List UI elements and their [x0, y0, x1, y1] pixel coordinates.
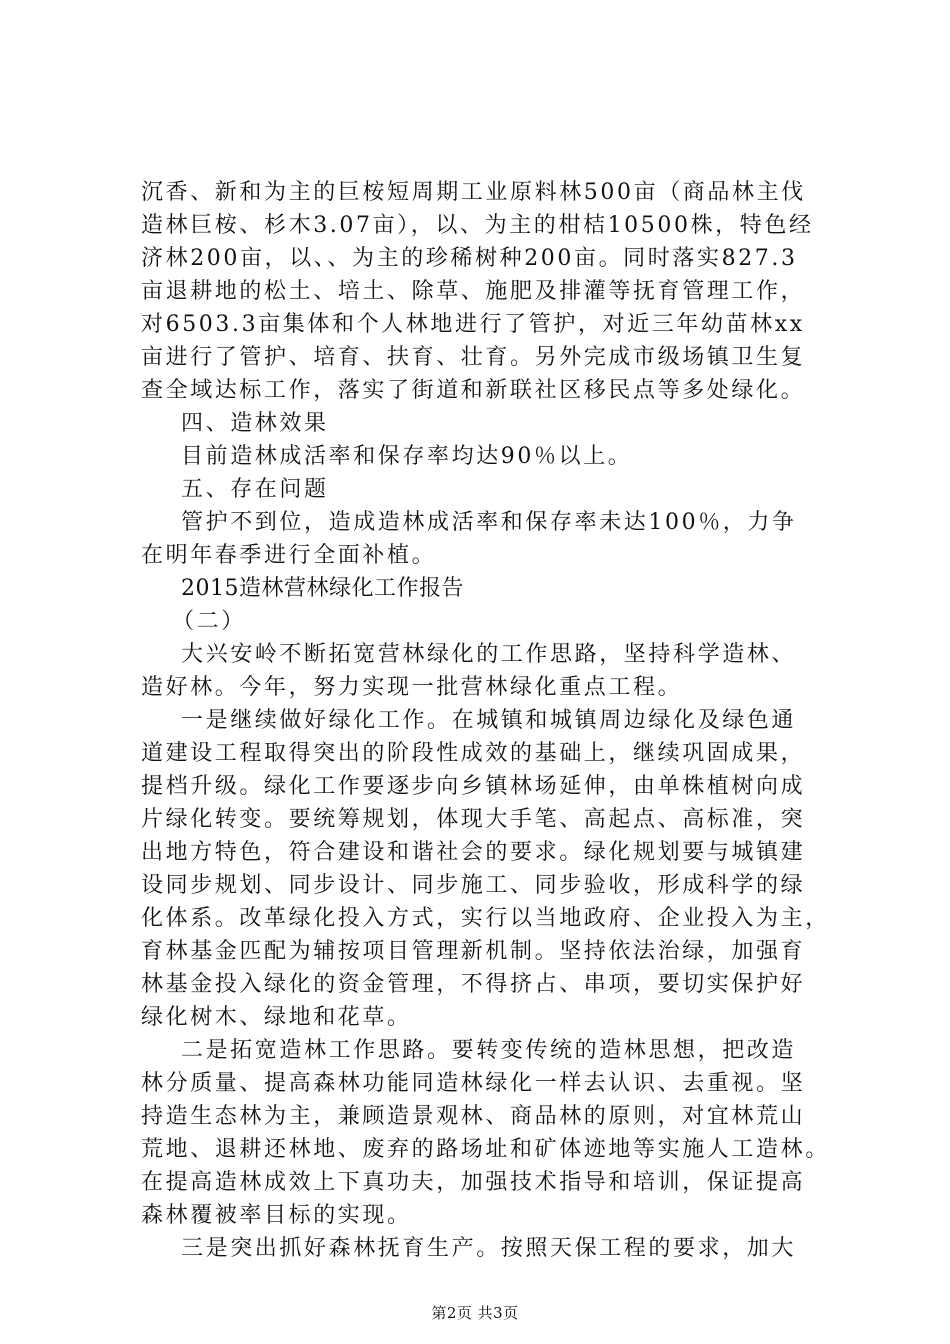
body-text-line: 亩退耕地的松土、培土、除草、施肥及排灌等抚育管理工作，	[141, 279, 806, 304]
page-footer: 第2页 共3页	[431, 1304, 519, 1322]
body-text-line: 一是继续做好绿化工作。在城镇和城镇周边绿化及绿色通	[181, 708, 797, 733]
body-text-line: 管护不到位，造成造林成活率和保存率未达100％，力争	[181, 510, 797, 535]
body-text-line: 在明年春季进行全面补植。	[141, 543, 437, 568]
body-text-line: 道建设工程取得突出的阶段性成效的基础上，继续巩固成果，	[141, 741, 806, 766]
body-text-line: 林基金投入绿化的资金管理，不得挤占、串项，要切实保护好	[141, 972, 806, 997]
body-text-line: 造好林。今年，努力实现一批营林绿化重点工程。	[141, 675, 683, 700]
body-text-line: 持造生态林为主，兼顾造景观林、商品林的原则，对宜林荒山	[141, 1104, 806, 1129]
body-text-line: 林分质量、提高森林功能同造林绿化一样去认识、去重视。坚	[141, 1071, 806, 1096]
body-text-line: 亩进行了管护、培育、扶育、壮育。另外完成市级场镇卫生复	[141, 345, 806, 370]
body-text-line: 对6503.3亩集体和个人林地进行了管护，对近三年幼苗林xx	[141, 312, 805, 337]
section-heading: 五、存在问题	[181, 477, 329, 502]
body-text-line: 荒地、退耕还林地、废弃的路场址和矿体迹地等实施人工造林。	[141, 1137, 830, 1162]
body-text-line: 在提高造林成效上下真功夫，加强技术指导和培训，保证提高	[141, 1170, 806, 1195]
body-text-line: 设同步规划、同步设计、同步施工、同步验收，形成科学的绿	[141, 873, 806, 898]
report-subtitle: （二）	[172, 609, 246, 634]
report-title: 2015造林营林绿化工作报告	[181, 576, 464, 601]
body-text-line: 片绿化转变。要统筹规划，体现大手笔、高起点、高标准，突	[141, 807, 806, 832]
body-text-line: 绿化树木、绿地和花草。	[141, 1005, 412, 1030]
body-text-line: 目前造林成活率和保存率均达90％以上。	[181, 444, 633, 469]
body-text-line: 造林巨桉、杉木3.07亩），以、为主的柑桔10500株，特色经	[141, 213, 814, 238]
body-text-line: 大兴安岭不断拓宽营林绿化的工作思路，坚持科学造林、	[181, 642, 797, 667]
body-text-line: 沉香、新和为主的巨桉短周期工业原料林500亩（商品林主伐	[141, 180, 806, 205]
body-text-line: 三是突出抓好森林抚育生产。按照天保工程的要求，加大	[181, 1236, 797, 1261]
body-text-line: 森林覆被率目标的实现。	[141, 1203, 412, 1228]
body-text-line: 提档升级。绿化工作要逐步向乡镇林场延伸，由单株植树向成	[141, 774, 806, 799]
body-text-line: 化体系。改革绿化投入方式，实行以当地政府、企业投入为主，	[141, 906, 830, 931]
body-text-line: 查全域达标工作，落实了街道和新联社区移民点等多处绿化。	[141, 378, 806, 403]
body-text-line: 出地方特色，符合建设和谐社会的要求。绿化规划要与城镇建	[141, 840, 806, 865]
body-text-line: 济林200亩，以、、为主的珍稀树种200亩。同时落实827.3	[141, 246, 798, 271]
section-heading: 四、造林效果	[181, 411, 329, 436]
body-text-line: 育林基金匹配为辅按项目管理新机制。坚持依法治绿，加强育	[141, 939, 806, 964]
body-text-line: 二是拓宽造林工作思路。要转变传统的造林思想，把改造	[181, 1038, 797, 1063]
